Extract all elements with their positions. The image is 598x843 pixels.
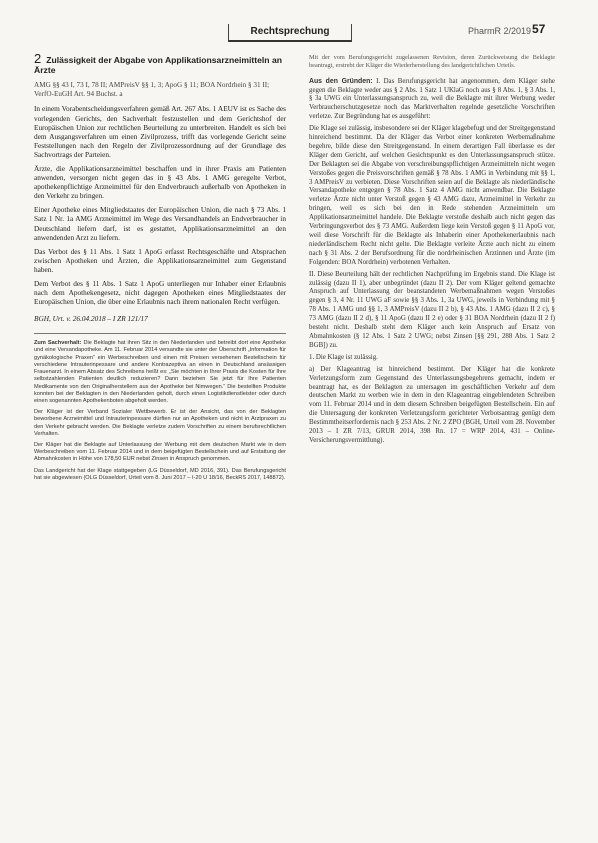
decision-title — [34, 51, 286, 75]
divider — [34, 333, 286, 334]
leitsatz: Das Verbot des § 11 Abs. 1 Satz 1 ApoG erfasst Rechtsgeschäfte und Absprachen zwischen Apotheken und Ärzten, die Applikationsarzneimittel zum Gegenstand haben. — [34, 246, 286, 274]
sachverhalt-paragraph: Der Kläger ist der Verband Sozialer Wettbewerb. Er ist der Ansicht, das von der Beklagten beworbene Arzneimittel und Intrauterinpessare dürften nur an Apotheken und nicht in Arztpraxen zu den Verkehr gebracht werden. Die Beklagte verletze zudem Vorschriften zu einem berufsrechtlichen Verhalten. — [34, 409, 286, 437]
body-paragraph: II. Diese Beurteilung hält der rechtlichen Nachprüfung im Ergebnis stand. Die Klage ist zulässig (dazu II 1), aber unbegründet (dazu II 2). Der vom Kläger geltend gemachte Anspruch auf Unterlassung der beanstandeten Werbemaßnahmen wegen Verstoßes gegen § 3, 4 Nr. 11 UWG aF sowie §§ 3 Abs. 1, 3a UWG, jeweils in Verbindung mit § 78 Abs. 1 AMG und §§ 1, 3 AMPreisV (dazu II 2 b), § 43 Abs. 1 AMG (dazu II 2 c), § 73 AMG (dazu II 2 d), § 11 ApoG (dazu II 2 e) oder § 31 BOA Nordrhein (dazu II 2 f) besteht nicht. Deshalb steht dem Kläger auch kein Anspruch auf Ersatz von Abmahnkosten (§ 12 Abs. 1 Satz 2 UWG; nebst Zinsen [§§ 291, 288 Abs. 1 Satz 2 BGB]) zu. — [309, 270, 555, 349]
gruende-paragraph — [309, 78, 555, 123]
body-paragraph: Die Klage sei zulässig, insbesondere sei der Kläger klagebefugt und der Streitgegenstand hinreichend bestimmt. Da der Kläger das Verbot einer konkreten Werbemaßnahme begehre, bilde diese den Streitgegenstand. In einem derartigen Fall überlasse es der Kläger dem Gericht, auf welchen Gesichtspunkt es den Unterlassungsanspruch stütze. Der Beklagten sei die Abgabe von verschreibungspflichtigen Arzneimitteln nicht wegen Verstoßes gegen die Preisvorschriften gemäß § 78 Abs. 1 AMG in Verbindung mit §§ 1, 3 AMPreisV zu verbieten. Diese Vorschriften seien auf die Beklagte als niederländische Versandapotheke entgegen § 78 Abs. 1 Satz 4 AMG nicht anwendbar. Die Beklagte verletze Ärzte nicht unter Verstoß gegen § 43 AMG dazu, Arzneimittel in Verkehr zu bringen, weil es sich bei den in Rede stehenden Arzneimitteln um Applikationsarzneimittel handele. Die Beklagte verstoße deshalb auch nicht gegen das Verbringungsverbot des § 73 AMG. Außerdem liege kein Verstoß gegen § 11 ApoG vor, weil diese Vorschrift für die Beklagte als Inhaberin einer Apothekenerlaubnis nach niederländischem Recht nicht gelte. Die Beklagte verleite Ärzte auch nicht zu einem nach § 31 Abs. 2 der Berufsordnung für die nordrheinischen Ärztinnen und Ärzte (im Folgenden: BOA Nordrhein) verbotenen Verhalten. — [309, 125, 555, 266]
norms-list: AMG §§ 43 I, 73 I, 78 II; AMPreisV §§ 1, 3; ApoG § 11; BOA Nordrhein § 31 II; VerfO-EuGH Art. 94 Buchst. a — [34, 81, 270, 99]
left-column — [34, 51, 286, 486]
decision-title-text: Zulässigkeit der Abgabe von Applikationsarzneimitteln an Ärzte — [34, 55, 282, 75]
journal-reference: PharmR 2/2019 — [468, 26, 532, 36]
sachverhalt-paragraph: Der Kläger hat die Beklagte auf Unterlassung der Werbung mit dem deutschen Markt wie in dem Werbeschreiben vom 11. Februar 2014 und in dem beigefügten Bestellschein und auf Erstattung der Abmahnkosten in Höhe von 178,50 EUR nebst Zinsen in Anspruch genommen. — [34, 441, 286, 463]
decision-number: 2 — [34, 51, 42, 66]
sachverhalt-paragraph — [34, 340, 286, 405]
right-column — [309, 54, 555, 449]
leitsatz: In einem Vorabentscheidungsverfahren gemäß Art. 267 Abs. 1 AEUV ist es Sache des vorlegenden Gerichts, den Sachverhalt festzustellen und dem Gerichtshof der Europäischen Union zur rechtlichen Beurteilung zu unterbreiten. Handelt es sich bei dem Ausgangsverfahren um einen Zivilprozess, trifft das vorlegende Gericht seine Feststellungen nach den Regeln der Zivilprozessordnung auf der Grundlage des Sachvortrags der Parteien. — [34, 104, 286, 159]
sachverhalt-label: Zum Sachverhalt: — [34, 340, 82, 347]
page-number: 57 — [532, 22, 546, 36]
leitsatz: Ärzte, die Applikationsarzneimittel beschaffen und in ihrer Praxis am Patienten anwenden, versorgen nicht gegen das in § 43 Abs. 1 AMG geregelte Verbot, apothekenpflichtige Arzneimittel für den Endverbrauch außerhalb von Apotheken in den Verkehr zu bringen. — [34, 163, 286, 201]
court-citation: BGH, Urt. v. 26.04.2018 – I ZR 121/17 — [34, 314, 148, 324]
gruende-label: Aus den Gründen: — [309, 77, 373, 85]
intro-paragraph: Mit der vom Berufungsgericht zugelassenen Revision, deren Zurückweisung die Beklagte beantragt, erstrebt der Kläger die Wiederherstellung des landgerichtlichen Urteils. — [309, 54, 555, 69]
leitsatz: Einer Apotheke eines Mitgliedstaates der Europäischen Union, die nach § 73 Abs. 1 Satz 1 Nr. 1a AMG Arzneimittel im Wege des Versandhandels an Endverbraucher in Deutschland liefern darf, ist es gestattet, Applikationsarzneimittel an den anwendenden Arzt zu liefern. — [34, 205, 286, 242]
gruende-text: I. Das Berufungsgericht hat angenommen, dem Kläger stehe gegen die Beklagte weder aus § 2 Abs. 1 Satz 1 UKlaG noch aus § 8 Abs. 1, § 3 Abs. 1, § 3a UWG ein Unterlassungsanspruch zu, weil die Beklagte mit ihrer Werbung weder Verbraucherschutzgesetze noch das Marktverhalten regelnde gesetzliche Vorschriften verletze. Zur Begründung hat es ausgeführt: — [309, 77, 555, 121]
leitsatz: Dem Verbot des § 11 Abs. 1 Satz 1 ApoG unterliegen nur Inhaber einer Erlaubnis nach dem Apothekengesetz, nicht dagegen Apotheken eines Mitgliedstaates der Europäischen Union, die über eine Erlaubnis nach ihrem nationalen Recht verfügen. — [34, 279, 286, 307]
body-paragraph: 1. Die Klage ist zulässig. — [309, 353, 378, 361]
body-paragraph: a) Der Klageantrag ist hinreichend bestimmt. Der Kläger hat die konkrete Verletzungsform zum Gegenstand des Unterlassungsbegehrens gemacht, indem er beantragt hat, es der Beklagten zu untersagen im geschäftlichen Verkehr auf dem deutschen Markt zu werben wie in dem in den Klageantrag eingeblendeten Schreiben vom 11. Februar 2014 und in dem diesem Schreiben beigefügten Bestellschein. Ein auf die Untersagung der konkreten Verletzungsform gerichteter Verbotsantrag genügt dem Bestimmtheitserfordernis nach § 253 Abs. 2 Nr. 2 ZPO (BGH, Urteil vom 28. November 2013 – I ZR 7/13, GRUR 2014, 398 Rn. 17 = WRP 2014, 431 – Online-Versicherungsvermittlung). — [309, 365, 555, 444]
sachverhalt-paragraph: Das Landgericht hat der Klage stattgegeben (LG Düsseldorf, MD 2016, 391). Das Berufungsgericht hat sie abgewiesen (OLG Düsseldorf, Urteil vom 8. Juni 2017 – I-20 U 18/16, BeckRS 2017, 148872). — [34, 467, 286, 481]
sachverhalt-text: Die Beklagte hat ihren Sitz in den Niederlanden und betreibt dort eine Apotheke und eine Versandapotheke. Am 11. Februar 2014 versandte sie unter der Überschrift „Information für gynäkologische Praxen“ ein Werbeschreiben und einen mit Preisen versehenen Bestellschein für verschiedene Intrauterinpessare und andere Kontrazeptiva an einen in Deutschland ansässigen Frauenarzt. In einem Absatz des Schreibens heißt es: „Sie möchten in Ihrer Praxis die Kosten für Ihre selbstzahlenden Patienten deutlich reduzieren? Dann beziehen Sie jetzt für Ihre Patienten Medikamente von den Originalherstellern aus der Apotheke bei Nimwegen.“ Die bestellten Produkte konnten bei der Beklagten in den Niederlanden geholt, durch einen Logistikdienstleister oder durch einen sogenannten Apothekenboten abgeholt werden. — [34, 340, 286, 404]
section-header: Rechtsprechung — [228, 24, 352, 42]
